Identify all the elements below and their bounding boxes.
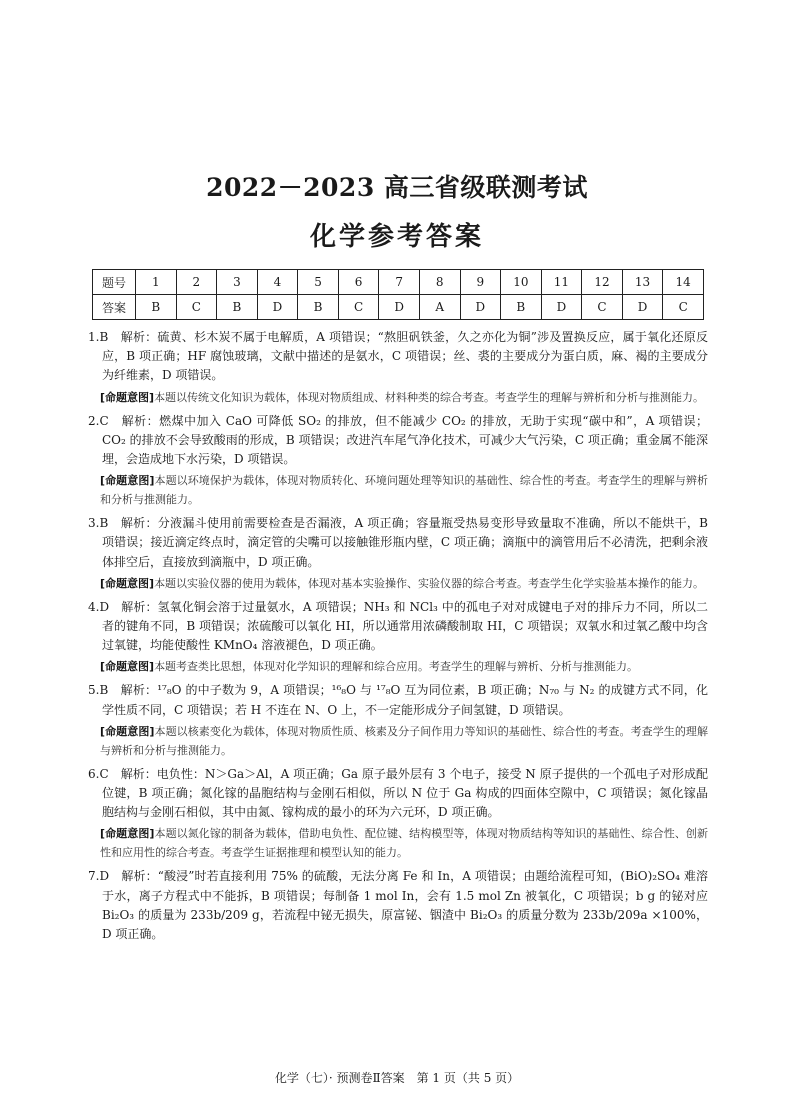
design-intent	[88, 657, 708, 676]
question-number: 10	[501, 270, 542, 295]
question-number-row	[93, 270, 704, 295]
answer-letter: B	[136, 295, 177, 320]
design-intent	[88, 388, 708, 407]
answer-letter: B	[217, 295, 258, 320]
question-number: 8	[419, 270, 460, 295]
question-number: 12	[582, 270, 623, 295]
answer-letter: A	[419, 295, 460, 320]
intent-text: 本题考查类比思想，体现对化学知识的理解和综合应用。考查学生的理解与辨析、分析与推测能力。	[154, 660, 639, 674]
explanation-item	[88, 765, 708, 823]
item-analysis: 解析：燃煤中加入 CaO 可降低 SO₂ 的排放，但不能减少 CO₂ 的排放，无助于实现“碳中和”，A 项错误；CO₂ 的排放不会导致酸雨的形成，B 项错误；改进汽车尾气净化技术，可减少大气污染，C 项正确；重金属不能深埋，会造成地下水污染，D 项错误。	[102, 413, 708, 467]
question-number: 7	[379, 270, 420, 295]
answer-letter: C	[338, 295, 379, 320]
answer-table	[92, 269, 704, 320]
explanation-item	[88, 681, 708, 719]
question-number: 3	[217, 270, 258, 295]
answer-letter: C	[663, 295, 704, 320]
question-number: 11	[541, 270, 582, 295]
answer-letter: C	[582, 295, 623, 320]
explanation-item	[88, 867, 708, 944]
question-number: 13	[622, 270, 663, 295]
question-number: 4	[257, 270, 298, 295]
answer-row	[93, 295, 704, 320]
question-number: 6	[338, 270, 379, 295]
item-number: 7.D	[88, 869, 110, 884]
design-intent	[88, 824, 708, 862]
question-number: 5	[298, 270, 339, 295]
answer-letter: D	[541, 295, 582, 320]
explanation-item	[88, 328, 708, 386]
intent-text: 本题以实验仪器的使用为载体，体现对基本实验操作、实验仪器的综合考查。考查学生化学实验基本操作的能力。	[154, 576, 705, 590]
item-analysis: 解析：氢氧化铜会溶于过量氨水，A 项错误；NH₃ 和 NCl₃ 中的孤电子对对成键电子对的排斥力不同，所以二者的键角不同，B 项错误；浓硫酸可以氧化 HI，所以通常用浓磷酸制取 HI，C 项错误；双氧水和过氧乙酸中均含过氧键，均能使酸性 KMnO₄ 溶液褪色，D 项正确。	[102, 599, 708, 653]
item-analysis: 解析：硫黄、杉木炭不属于电解质，A 项错误；“熬胆矾铁釜，久之亦化为铜”涉及置换反应，属于氧化还原反应，B 项正确；HF 腐蚀玻璃，文献中描述的是氨水，C 项错误；丝、裘的主要成分为蛋白质，麻、褐的主要成分为纤维素，D 项错误。	[102, 330, 708, 383]
explanation-item	[88, 412, 708, 470]
item-number: 3.B	[88, 516, 109, 531]
intent-text: 本题以传统文化知识为载体，体现对物质组成、材料种类的综合考查。考查学生的理解与辨析和分析与推测能力。	[154, 390, 705, 404]
design-intent	[88, 471, 708, 509]
item-number: 4.D	[88, 599, 110, 614]
question-number: 2	[176, 270, 217, 295]
intent-tag: [命题意图]	[100, 724, 155, 738]
item-analysis: 解析：“酸浸”时若直接利用 75% 的硫酸，无法分离 Fe 和 In，A 项错误；由题给流程可知，(BiO)₂SO₄ 难溶于水，离子方程式中不能拆，B 项错误；每制备 1 mol In，会有 1.5 mol Zn 被氧化，C 项错误；b g 的铋对应 Bi₂O₃ 的质量为 233b/209 g，若流程中铋无损失，原富铋、铟渣中 Bi₂O₃ 的质量分数为 233b/209a ×100%，D 项正确。	[102, 869, 708, 942]
answer-letter: B	[298, 295, 339, 320]
intent-tag: [命题意图]	[100, 390, 155, 404]
page-footer: 化学（七）· 预测卷Ⅱ答案 第 1 页（共 5 页）	[274, 1071, 520, 1085]
item-number: 6.C	[88, 766, 109, 781]
explanation-item	[88, 514, 708, 572]
answer-letter: B	[501, 295, 542, 320]
item-analysis: 解析：电负性：N＞Ga＞Al，A 项正确；Ga 原子最外层有 3 个电子，接受 N 原子提供的一个孤电子对形成配位键，B 项正确；氮化镓的晶胞结构与金刚石相似，所以 N 位于 Ga 构成的四面体空隙中，C 项错误；氮化镓晶胞结构与金刚石相似，其中由氮、镓构成的最小的环为六元环，D 项正确。	[102, 766, 708, 820]
answer-letter: D	[460, 295, 501, 320]
question-number: 1	[136, 270, 177, 295]
item-number: 2.C	[88, 413, 109, 428]
answer-key-title: 化学参考答案	[309, 222, 484, 252]
intent-tag: [命题意图]	[100, 827, 155, 841]
intent-tag: [命题意图]	[100, 474, 155, 488]
answer-letter: D	[257, 295, 298, 320]
exam-title: 2022－2023 高三省级联测考试	[206, 173, 588, 202]
item-number: 1.B	[88, 330, 109, 344]
explanations	[88, 328, 708, 944]
intent-text: 本题以氮化镓的制备为载体，借助电负性、配位键、结构模型等，体现对物质结构等知识的基础性、综合性、创新性和应用性的综合考查。考查学生证据推理和模型认知的能力。	[100, 827, 708, 860]
answer-letter: D	[379, 295, 420, 320]
intent-text: 本题以环境保护为载体，体现对物质转化、环境问题处理等知识的基础性、综合性的考查。考查学生的理解与辨析和分析与推测能力。	[100, 474, 708, 507]
answer-letter: C	[176, 295, 217, 320]
intent-tag: [命题意图]	[100, 660, 155, 674]
answer-letter: D	[622, 295, 663, 320]
question-number: 14	[663, 270, 704, 295]
row-label-number: 题号	[93, 270, 136, 295]
design-intent	[88, 722, 708, 760]
question-number: 9	[460, 270, 501, 295]
explanation-item	[88, 598, 708, 656]
item-analysis: 解析：分液漏斗使用前需要检查是否漏液，A 项正确；容量瓶受热易变形导致量取不准确，所以不能烘干，B 项错误；接近滴定终点时，滴定管的尖嘴可以接触锥形瓶内壁，C 项正确；滴瓶中的滴管用后不必清洗，把剩余液体排空后，直接放到滴瓶中，D 项正确。	[102, 516, 708, 569]
item-analysis: 解析：¹⁷₈O 的中子数为 9，A 项错误；¹⁶₈O 与 ¹⁷₈O 互为同位素，B 项正确；N₇₀ 与 N₂ 的成键方式不同，化学性质不同，C 项错误；若 H 不连在 N、O 上，不一定能形成分子间氢键，D 项错误。	[102, 683, 708, 717]
item-number: 5.B	[88, 683, 109, 698]
intent-tag: [命题意图]	[100, 576, 155, 590]
design-intent	[88, 574, 708, 593]
row-label-answer: 答案	[93, 295, 136, 320]
intent-text: 本题以核素变化为载体，体现对物质性质、核素及分子间作用力等知识的基础性、综合性的考查。考查学生的理解与辨析和分析与推测能力。	[100, 724, 708, 757]
